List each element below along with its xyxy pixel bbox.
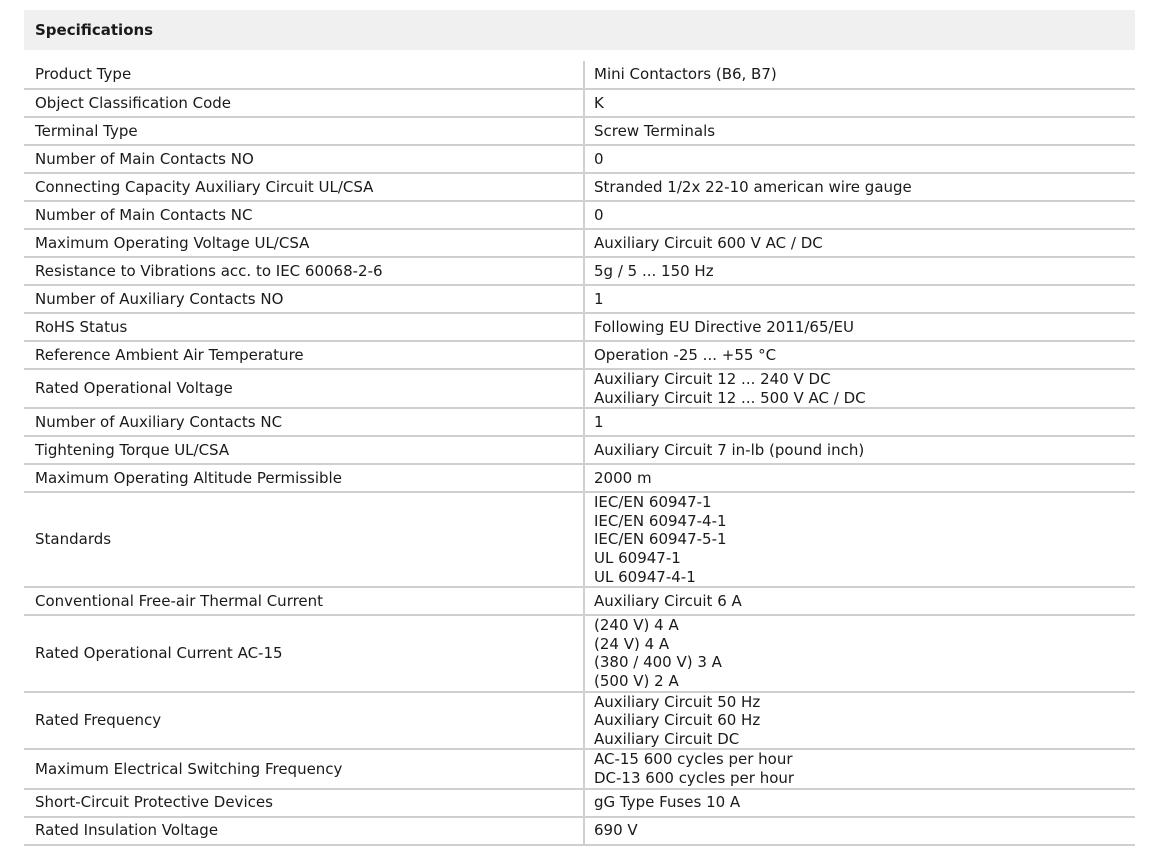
- spec-label: RoHS Status: [24, 313, 584, 341]
- spec-row: [24, 749, 1135, 788]
- spec-value-line: Stranded 1/2x 22-10 american wire gauge: [594, 177, 912, 196]
- spec-value-line: Auxiliary Circuit 12 ... 240 V DC: [594, 370, 831, 388]
- spec-value-line: Auxiliary Circuit 6 A: [594, 591, 742, 610]
- spec-value: [584, 257, 1135, 285]
- spec-value: [584, 313, 1135, 341]
- spec-value: [584, 369, 1135, 408]
- spec-row: [24, 436, 1135, 464]
- spec-value: [584, 464, 1135, 492]
- spec-label: Rated Operational Voltage: [24, 369, 584, 408]
- spec-label: Short-Circuit Protective Devices: [24, 789, 584, 817]
- specifications-table: [24, 61, 1135, 846]
- specifications-table-body: [24, 61, 1135, 845]
- spec-label: Number of Auxiliary Contacts NC: [24, 408, 584, 436]
- spec-value: [584, 89, 1135, 117]
- spec-value: [584, 61, 1135, 89]
- spec-value-line: (380 / 400 V) 3 A: [594, 653, 722, 672]
- spec-value: [584, 173, 1135, 201]
- spec-row: [24, 817, 1135, 845]
- spec-value-line: IEC/EN 60947-5-1: [594, 530, 727, 549]
- spec-label: Product Type: [24, 61, 584, 89]
- spec-value: [584, 749, 1135, 788]
- spec-label: Maximum Operating Voltage UL/CSA: [24, 229, 584, 257]
- spec-value: [584, 817, 1135, 845]
- spec-row: [24, 117, 1135, 145]
- spec-row: [24, 692, 1135, 750]
- spec-label: Maximum Electrical Switching Frequency: [24, 749, 584, 788]
- spec-label: Rated Operational Current AC-15: [24, 615, 584, 691]
- spec-value-line: 0: [594, 149, 604, 168]
- spec-value-line: DC-13 600 cycles per hour: [594, 768, 795, 787]
- spec-row: [24, 789, 1135, 817]
- spec-value-line: IEC/EN 60947-1: [594, 493, 712, 512]
- specifications-header: [24, 10, 1135, 50]
- spec-value: [584, 587, 1135, 615]
- spec-value-line: AC-15 600 cycles per hour: [594, 750, 793, 769]
- spec-value-line: Auxiliary Circuit 7 in-lb (pound inch): [594, 440, 865, 459]
- spec-value-line: Auxiliary Circuit 50 Hz: [594, 692, 761, 711]
- spec-value: [584, 492, 1135, 587]
- spec-label: Reference Ambient Air Temperature: [24, 341, 584, 369]
- spec-value: [584, 615, 1135, 691]
- spec-label: Rated Insulation Voltage: [24, 817, 584, 845]
- spec-value: [584, 789, 1135, 817]
- spec-row: [24, 89, 1135, 117]
- spec-value-line: Mini Contactors (B6, B7): [594, 65, 777, 84]
- spec-row: [24, 408, 1135, 436]
- spec-value-line: Auxiliary Circuit 60 Hz: [594, 711, 761, 730]
- spec-label: Connecting Capacity Auxiliary Circuit UL/CSA: [24, 173, 584, 201]
- spec-value-line: Operation -25 ... +55 °C: [594, 345, 777, 364]
- spec-value: [584, 145, 1135, 173]
- spec-value: [584, 117, 1135, 145]
- spec-label: Terminal Type: [24, 117, 584, 145]
- spec-value: [584, 341, 1135, 369]
- spec-row: [24, 285, 1135, 313]
- spec-value: [584, 229, 1135, 257]
- spec-label: Tightening Torque UL/CSA: [24, 436, 584, 464]
- spec-row: [24, 587, 1135, 615]
- spec-value: [584, 436, 1135, 464]
- spec-value: [584, 285, 1135, 313]
- spec-row: [24, 229, 1135, 257]
- spec-value-line: 1: [594, 412, 604, 431]
- spec-value-line: 690 V: [594, 821, 638, 840]
- section-title: Specifications: [35, 21, 154, 39]
- spec-label: Resistance to Vibrations acc. to IEC 60068-2-6: [24, 257, 584, 285]
- spec-value-line: 0: [594, 205, 604, 224]
- spec-value: [584, 692, 1135, 750]
- spec-row: [24, 257, 1135, 285]
- spec-row: [24, 369, 1135, 408]
- spec-value: [584, 408, 1135, 436]
- spec-row: [24, 341, 1135, 369]
- spec-label: Object Classification Code: [24, 89, 584, 117]
- spec-value-line: 1: [594, 289, 604, 308]
- spec-row: [24, 615, 1135, 691]
- spec-value-line: Screw Terminals: [594, 121, 716, 140]
- spec-value-line: Auxiliary Circuit 12 ... 500 V AC / DC: [594, 388, 866, 407]
- spec-value-line: Auxiliary Circuit DC: [594, 729, 740, 748]
- spec-value-line: UL 60947-1: [594, 548, 681, 567]
- spec-row: [24, 145, 1135, 173]
- spec-label: Rated Frequency: [24, 692, 584, 750]
- spec-value-line: UL 60947-4-1: [594, 567, 696, 586]
- spec-row: [24, 61, 1135, 89]
- spec-value-line: Auxiliary Circuit 600 V AC / DC: [594, 233, 823, 252]
- spec-value-line: 5g / 5 ... 150 Hz: [594, 261, 714, 280]
- spec-value-line: 2000 m: [594, 468, 652, 487]
- spec-row: [24, 464, 1135, 492]
- spec-value-line: gG Type Fuses 10 A: [594, 793, 741, 812]
- spec-label: Number of Main Contacts NC: [24, 201, 584, 229]
- spec-row: [24, 201, 1135, 229]
- spec-label: Conventional Free-air Thermal Current: [24, 587, 584, 615]
- spec-label: Standards: [24, 492, 584, 587]
- spec-label: Number of Main Contacts NO: [24, 145, 584, 173]
- spec-value-line: Following EU Directive 2011/65/EU: [594, 317, 855, 336]
- spec-label: Number of Auxiliary Contacts NO: [24, 285, 584, 313]
- spec-row: [24, 492, 1135, 587]
- spec-row: [24, 313, 1135, 341]
- spec-value-line: (24 V) 4 A: [594, 634, 670, 653]
- spec-value-line: IEC/EN 60947-4-1: [594, 511, 727, 530]
- spec-value-line: (240 V) 4 A: [594, 616, 679, 635]
- spec-value-line: (500 V) 2 A: [594, 671, 679, 690]
- spec-value: [584, 201, 1135, 229]
- spec-value-line: K: [594, 93, 604, 112]
- spec-label: Maximum Operating Altitude Permissible: [24, 464, 584, 492]
- spec-row: [24, 173, 1135, 201]
